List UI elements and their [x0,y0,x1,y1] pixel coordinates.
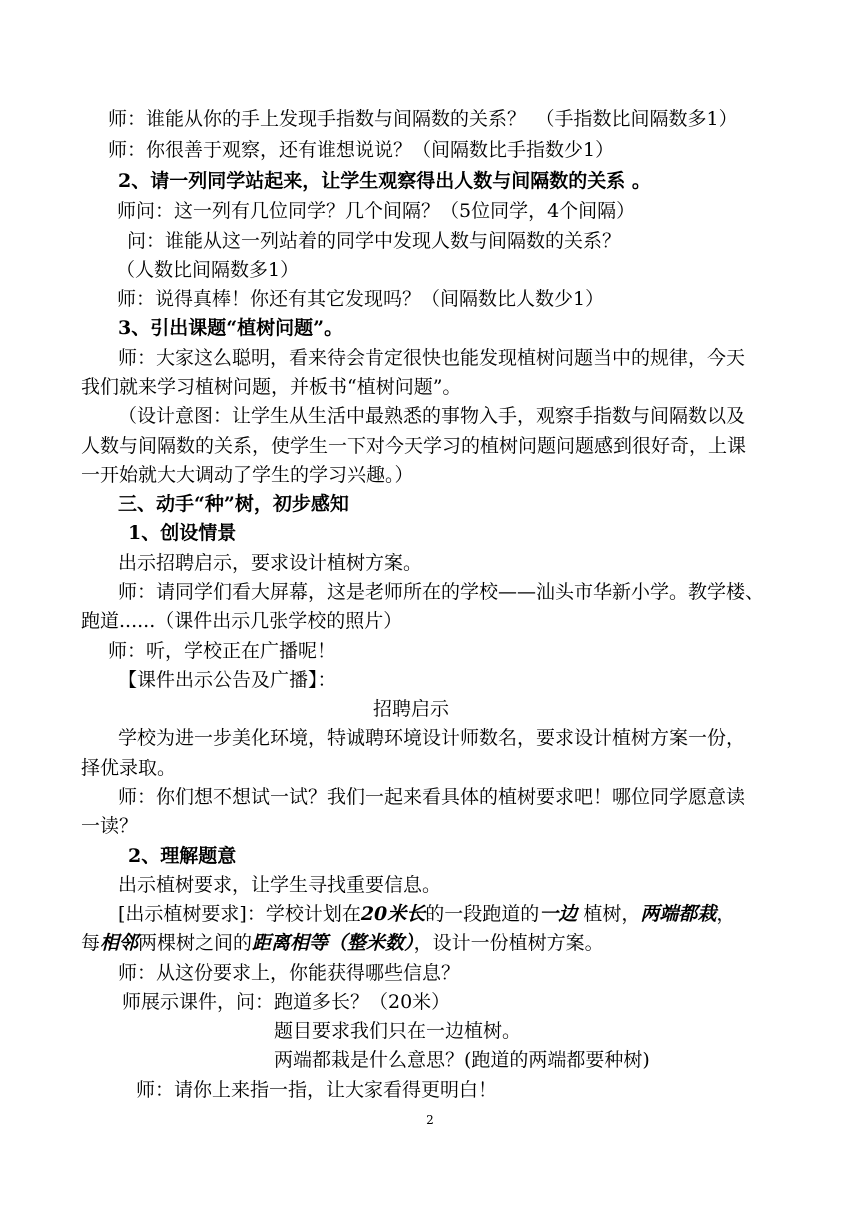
text-line: 两端都栽是什么意思？(跑道的两端都要种树) [274,1049,650,1071]
req-emphasis: 距离相等（整米数） [252,932,414,954]
req-text: 每 [81,932,101,954]
subsection-heading: 1、创设情景 [128,522,237,544]
text-line: 跑道......（课件出示几张学校的照片） [81,610,403,632]
req-emphasis: 相邻 [100,932,139,954]
text-line: 择优录取。 [81,757,177,779]
req-text: 的一段跑道的 [425,903,540,925]
req-emphasis: 20米长 [360,903,426,925]
req-emphasis: 两端都栽 [640,903,717,925]
text-line: 一开始就大大调动了学生的学习兴趣。） [81,464,414,486]
text-line: 师：你们想不想试一试？我们一起来看具体的植树要求吧！哪位同学愿意读 [118,786,746,808]
text-line: 题目要求我们只在一边植树。 [274,1020,522,1042]
text-line: 出示植树要求，让学生寻找重要信息。 [118,874,442,896]
subsection-heading: 2、理解题意 [128,845,237,867]
text-line: 师：听，学校正在广播呢！ [108,640,337,662]
text-line: 师问：这一列有几位同学？几个间隔？（5位同学，4个间隔） [117,200,636,222]
text-line: 问：谁能从这一列站着的同学中发现人数与间隔数的关系？ [127,230,622,252]
req-text: ，设计一份植树方案。 [413,932,604,954]
section-heading: 3、引出课题“植树问题”。 [118,317,344,339]
page-number: 2 [426,1113,434,1127]
requirement-line-1 [118,901,860,927]
req-text: ， [716,903,736,925]
requirement-line-2 [81,930,860,956]
text-line: 人数与间隔数的关系，使学生一下对今天学习的植树问题问题感到很好奇，上课 [81,435,747,457]
text-line: 师：谁能从你的手上发现手指数与间隔数的关系？ （手指数比间隔数多1） [108,108,738,130]
req-text: [出示植树要求]：学校计划在 [118,903,361,925]
text-line: 我们就来学习植树问题，并板书“植树问题”。 [81,376,462,398]
text-line: 师：请你上来指一指，让大家看得更明白！ [136,1079,498,1101]
section-heading: 2、请一列同学站起来，让学生观察得出人数与间隔数的关系 。 [118,170,651,192]
req-text: 两棵树之间的 [138,932,253,954]
text-line: 出示招聘启示，要求设计植树方案。 [118,552,423,574]
text-line: 【课件出示公告及广播】： [118,669,337,691]
section-heading: 三、动手“种”树，初步感知 [118,493,349,515]
text-line: （设计意图：让学生从生活中最熟悉的事物入手，观察手指数与间隔数以及 [118,405,746,427]
req-text: 植树， [577,903,641,925]
text-line: 学校为进一步美化环境，特诚聘环境设计师数名，要求设计植树方案一份， [118,727,746,749]
text-line: （人数比间隔数多1） [116,259,300,281]
text-line: 一读？ [81,815,139,837]
text-line: 师：你很善于观察，还有谁想说说？（间隔数比手指数少1） [108,139,615,161]
text-line: 师：大家这么聪明，看来待会肯定很快也能发现植树问题当中的规律，今天 [118,347,746,369]
text-line: 师展示课件，问：跑道多长？（20米） [122,991,451,1013]
req-emphasis: 一边 [539,903,578,925]
text-line: 师：说得真棒！你还有其它发现吗？（间隔数比人数少1） [117,288,605,310]
notice-title: 招聘启示 [373,698,450,720]
text-line: 师：从这份要求上，你能获得哪些信息？ [118,962,461,984]
text-line: 师：请同学们看大屏幕，这是老师所在的学校——汕头市华新小学。教学楼、 [118,581,765,603]
